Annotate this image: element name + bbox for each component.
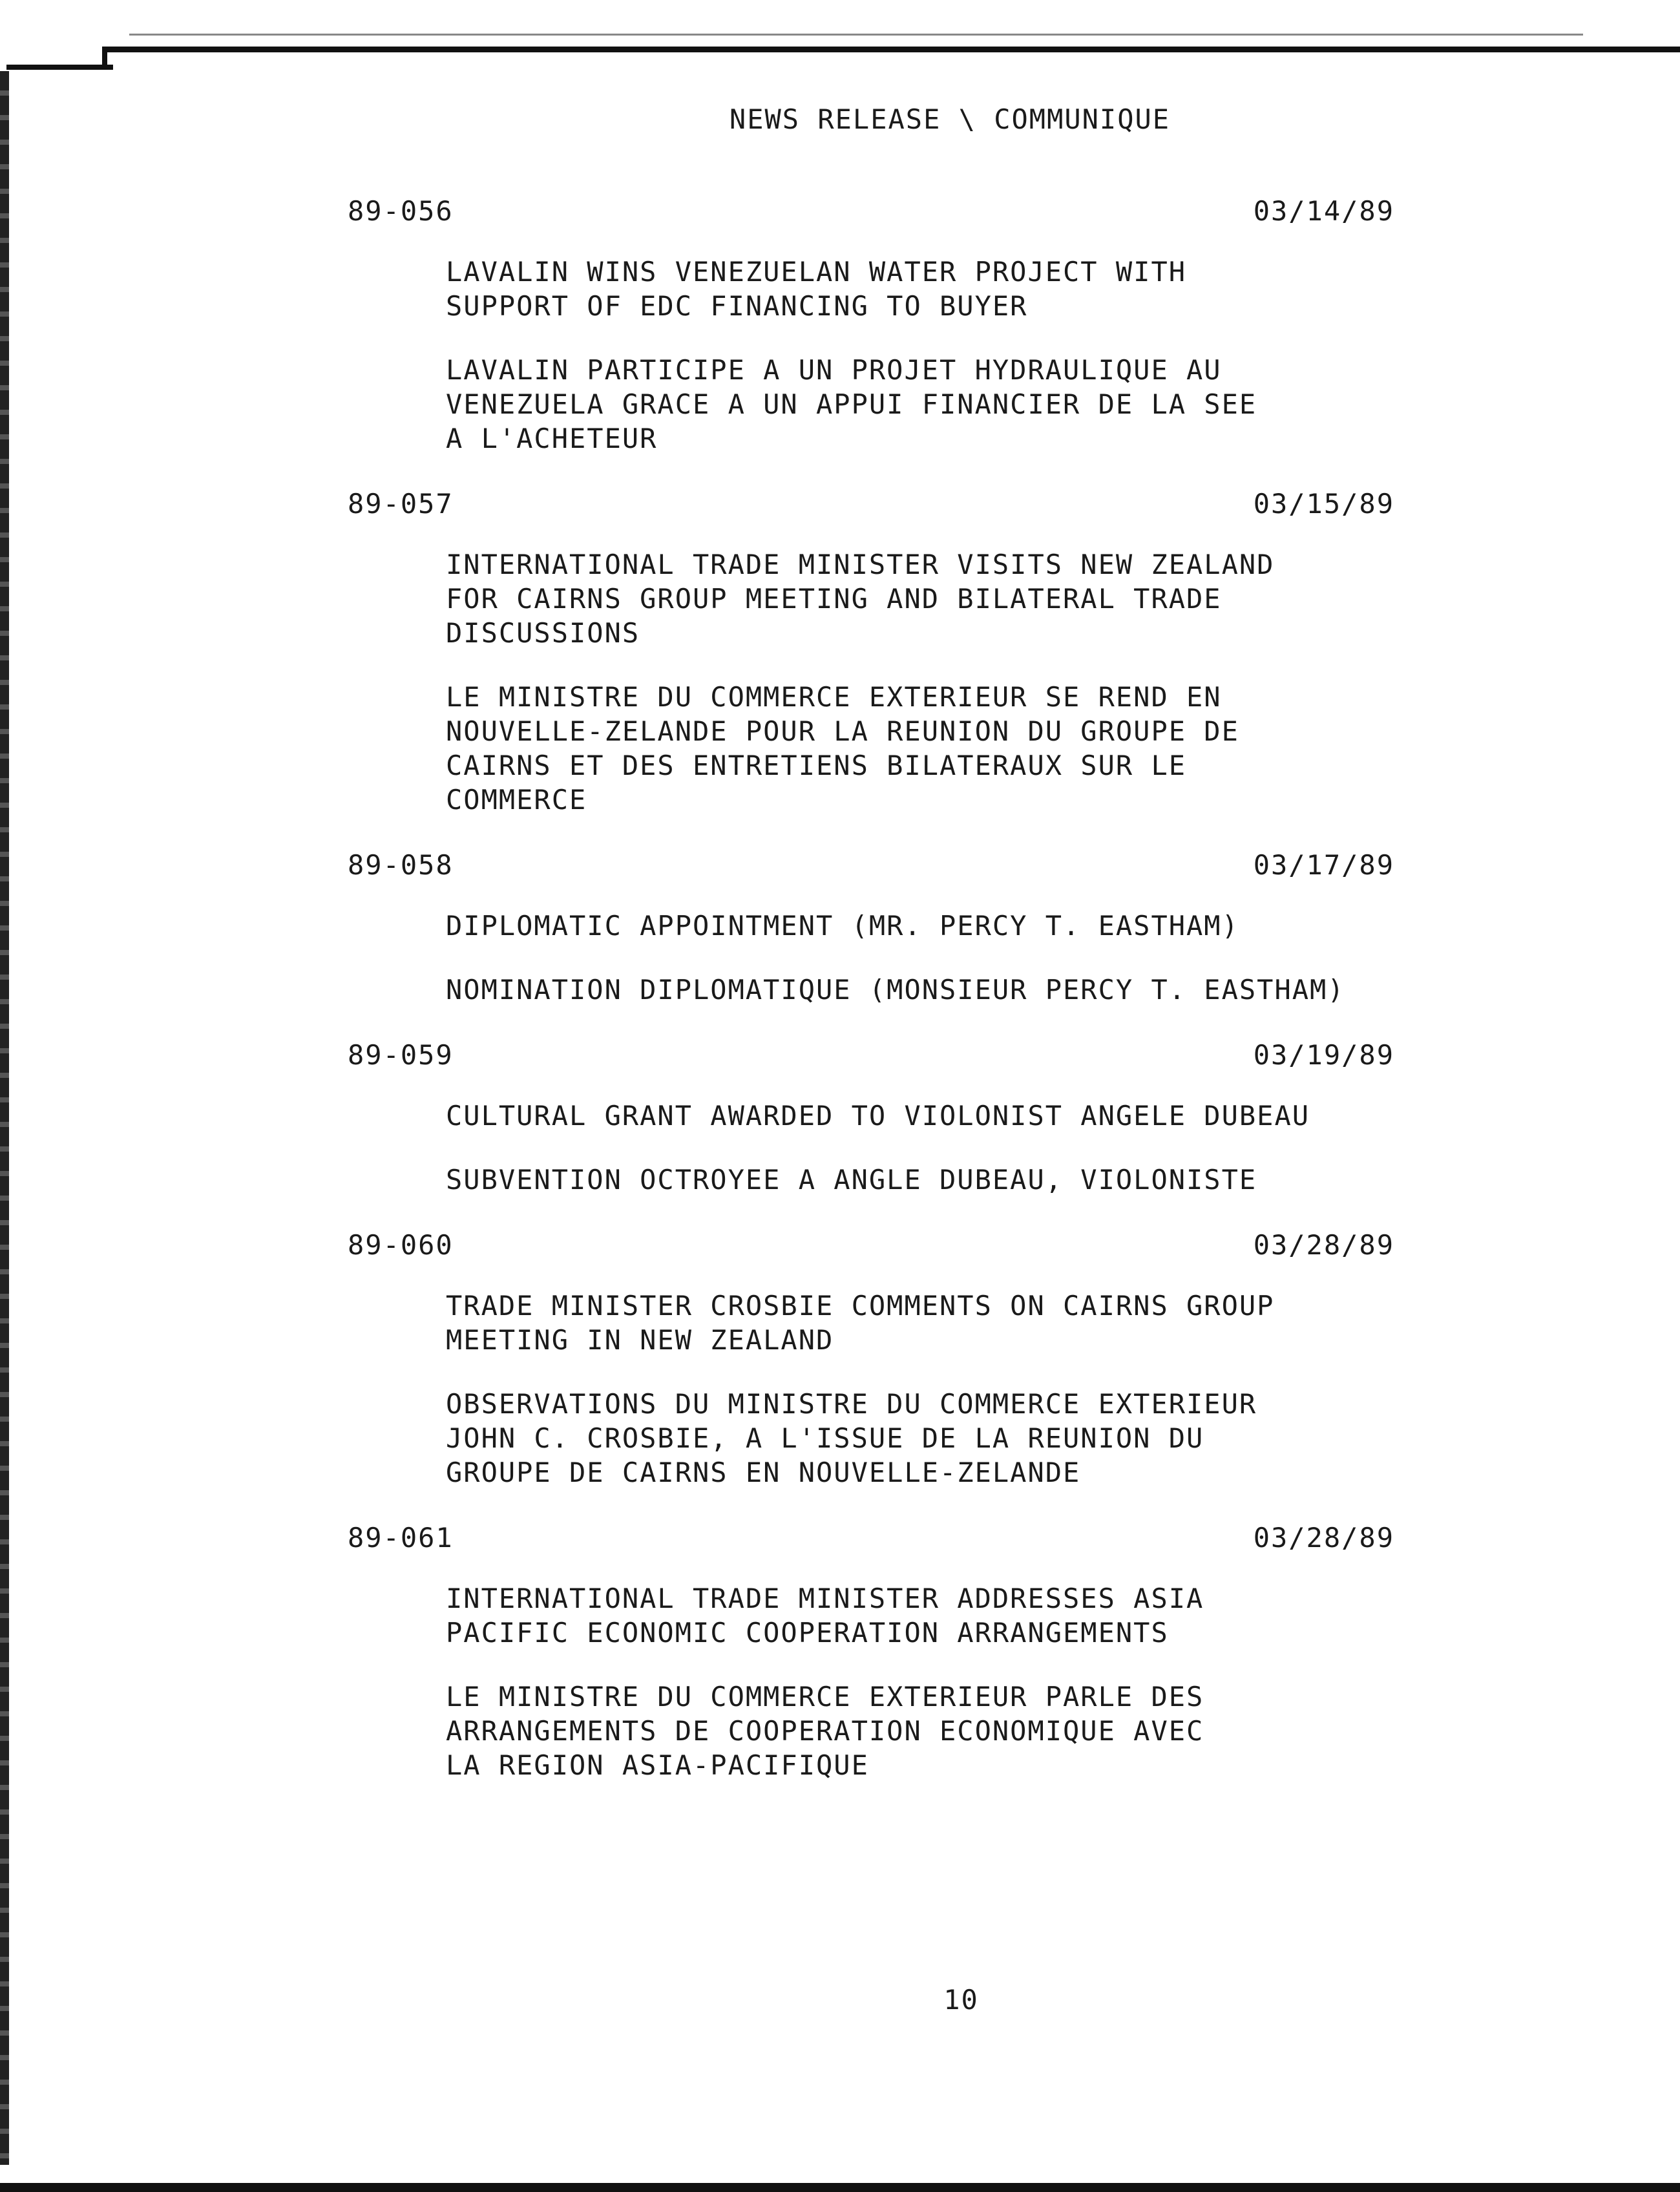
release-date: 03/28/89 xyxy=(1253,1229,1394,1261)
release-number: 89-056 xyxy=(348,195,454,227)
release-number: 89-059 xyxy=(348,1039,454,1071)
release-entry xyxy=(348,1521,1394,1782)
release-header xyxy=(348,1521,1394,1555)
release-entry xyxy=(348,487,1394,817)
release-header xyxy=(348,194,1394,229)
release-date: 03/19/89 xyxy=(1253,1039,1394,1071)
release-header xyxy=(348,1228,1394,1263)
headline-english: DIPLOMATIC APPOINTMENT (MR. PERCY T. EASTHAM) xyxy=(446,910,1239,942)
release-entry xyxy=(348,194,1394,456)
headline-english: INTERNATIONAL TRADE MINISTER ADDRESSES ASIA PACIFIC ECONOMIC COOPERATION ARRANGEMENTS xyxy=(446,1583,1204,1649)
scan-edge-bottom xyxy=(0,2183,1680,2192)
headline-french: NOMINATION DIPLOMATIQUE (MONSIEUR PERCY T. EASTHAM) xyxy=(446,974,1345,1006)
scan-edge-faint xyxy=(129,34,1583,36)
scan-edge-corner xyxy=(6,65,113,70)
headline-english: TRADE MINISTER CROSBIE COMMENTS ON CAIRNS GROUP MEETING IN NEW ZEALAND xyxy=(446,1290,1275,1356)
release-date: 03/17/89 xyxy=(1253,849,1394,881)
headline-french: LE MINISTRE DU COMMERCE EXTERIEUR SE REND EN NOUVELLE-ZELANDE POUR LA REUNION DU GROUPE DE CAIRNS ET DES ENTRETIENS BILATERAUX SUR LE COMMERCE xyxy=(446,681,1239,816)
headline-french: LE MINISTRE DU COMMERCE EXTERIEUR PARLE DES ARRANGEMENTS DE COOPERATION ECONOMIQUE AVEC LA REGION ASIA-PACIFIQUE xyxy=(446,1681,1204,1781)
release-date: 03/15/89 xyxy=(1253,488,1394,520)
release-entry xyxy=(348,848,1394,1007)
release-number: 89-058 xyxy=(348,849,454,881)
headline-english: INTERNATIONAL TRADE MINISTER VISITS NEW ZEALAND FOR CAIRNS GROUP MEETING AND BILATERAL TRADE DISCUSSIONS xyxy=(446,549,1275,649)
release-date: 03/28/89 xyxy=(1253,1522,1394,1554)
release-list xyxy=(348,194,1394,1813)
headline-french: OBSERVATIONS DU MINISTRE DU COMMERCE EXTERIEUR JOHN C. CROSBIE, A L'ISSUE DE LA REUNION DU GROUPE DE CAIRNS EN NOUVELLE-ZELANDE xyxy=(446,1388,1257,1488)
headline-english: CULTURAL GRANT AWARDED TO VIOLONIST ANGELE DUBEAU xyxy=(446,1100,1310,1132)
document-title: NEWS RELEASE \ COMMUNIQUE xyxy=(729,103,1171,135)
release-number: 89-061 xyxy=(348,1522,454,1554)
scan-edge-top xyxy=(107,47,1680,52)
release-header xyxy=(348,1038,1394,1073)
release-date: 03/14/89 xyxy=(1253,195,1394,227)
release-entry xyxy=(348,1228,1394,1490)
release-header xyxy=(348,848,1394,883)
headline-english: LAVALIN WINS VENEZUELAN WATER PROJECT WITH SUPPORT OF EDC FINANCING TO BUYER xyxy=(446,256,1187,322)
release-number: 89-057 xyxy=(348,488,454,520)
headline-french: SUBVENTION OCTROYEE A ANGLE DUBEAU, VIOLONISTE xyxy=(446,1164,1257,1196)
release-number: 89-060 xyxy=(348,1229,454,1261)
release-entry xyxy=(348,1038,1394,1197)
headline-french: LAVALIN PARTICIPE A UN PROJET HYDRAULIQUE AU VENEZUELA GRACE A UN APPUI FINANCIER DE LA SEE A L'ACHETEUR xyxy=(446,354,1257,454)
page-number: 10 xyxy=(943,1984,979,2016)
scan-edge-left xyxy=(0,71,9,2165)
release-header xyxy=(348,487,1394,522)
